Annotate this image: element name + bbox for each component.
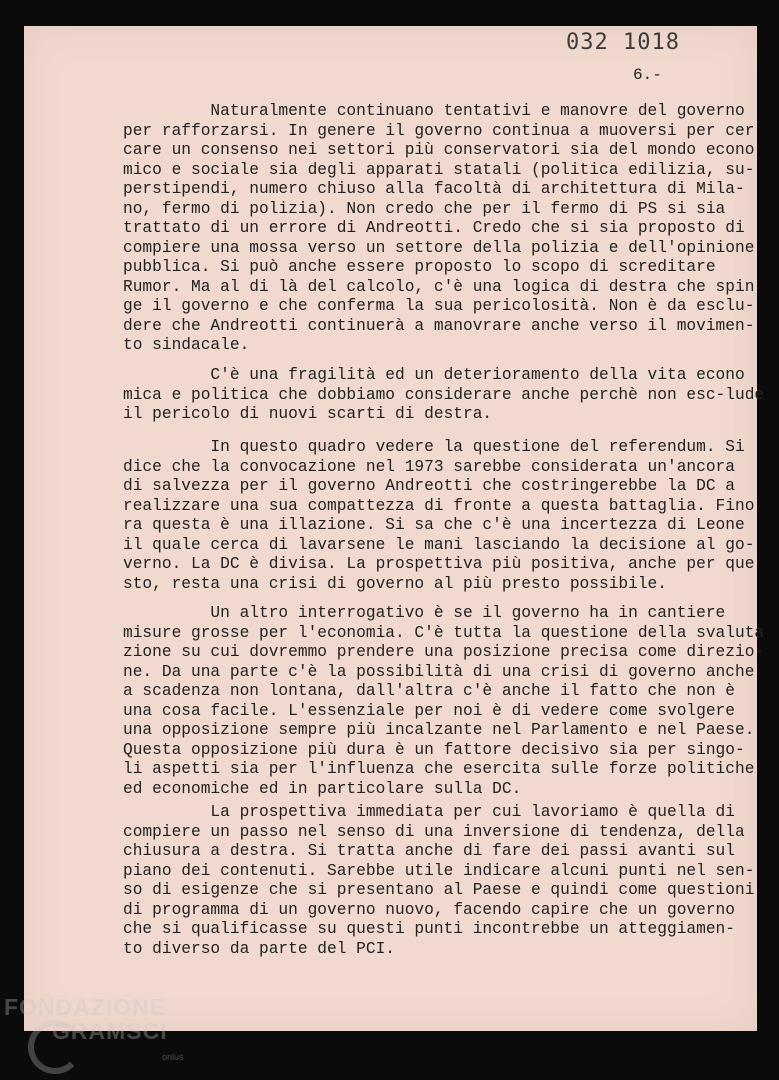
fondazione-gramsci-watermark <box>4 994 204 1080</box>
paragraph-3: In questo quadro vedere la questione del referendum. Si dice che la convocazione nel 1973 sarebbe considerata un'ancora di salvezza per il governo Andreotti che costringerebbe la DC a realizzare una sua compattezza di fronte a questa battaglia. Fino ra questa è una illazione. Si sa che c'è una incertezza di Leone il quale cerca di lavarsene le mani lasciando la decisione al go- verno. La DC è divisa. La prospettiva più positiva, anche per que sto, resta una crisi di governo al più presto possibile. <box>123 438 755 593</box>
watermark-line-3: onlus <box>162 1052 184 1062</box>
paragraph-2: C'è una fragilità ed un deterioramento della vita econo mica e politica che dobbiamo considerare anche perchè non esc-lude il pericolo di nuovi scarti di destra. <box>123 366 765 423</box>
page-number: 6.- <box>633 66 662 84</box>
watermark-line-2: GRAMSCI <box>52 1018 168 1044</box>
paragraph-5: La prospettiva immediata per cui lavoriamo è quella di compiere un passo nel senso di una inversione di tendenza, della chiusura a destra. Si tratta anche di fare dei passi avanti sul piano dei contenuti. Sarebbe utile indicare alcuni punti nel sen- so di esigenze che si presentano al Paese e quindi come questioni di programma di un governo nuovo, facendo capire che un governo che si qualificasse su questi punti incontrebbe un atteggiamen- to diverso da parte del PCI. <box>123 803 755 958</box>
archive-number: 032 1018 <box>566 30 680 55</box>
paragraph-1: Naturalmente continuano tentativi e manovre del governo per rafforzarsi. In genere il governo continua a muoversi per cer care un consenso nei settori più conservatori sia del mondo econo mico e sociale sia degli apparati statali (politica edilizia, su- perstipendi, numero chiuso alla facoltà di architettura di Mila- no, fermo di polizia). Non credo che per il fermo di PS si sia trattato di un errore di Andreotti. Credo che si sia proposto di compiere una mossa verso un settore della polizia e dell'opinione pubblica. Si può anche essere proposto lo scopo di screditare Rumor. Ma al di là del calcolo, c'è una logica di destra che spin ge il governo e che conferma la sua pericolosità. Non è da esclu- dere che Andreotti continuerà a manovrare anche verso il movimen- to sindacale. <box>123 102 755 354</box>
watermark-line-1: FONDAZIONE <box>4 994 167 1020</box>
paragraph-4: Un altro interrogativo è se il governo ha in cantiere misure grosse per l'economia. C'è tutta la questione della svaluta zione su cui dovremmo prendere una posizione precisa come direzio- ne. Da una parte c'è la possibilità di una crisi di governo anche a scadenza non lontana, dall'altra c'è anche il fatto che non è una cosa facile. L'essenziale per noi è di vedere come svolgere una opposizione sempre più incalzante nel Parlamento e nel Paese. Questa opposizione più dura è un fattore decisivo sia per singo- li aspetti sia per l'influenza che esercita sulle forze politiche ed economiche ed in particolare sulla DC. <box>123 604 765 798</box>
